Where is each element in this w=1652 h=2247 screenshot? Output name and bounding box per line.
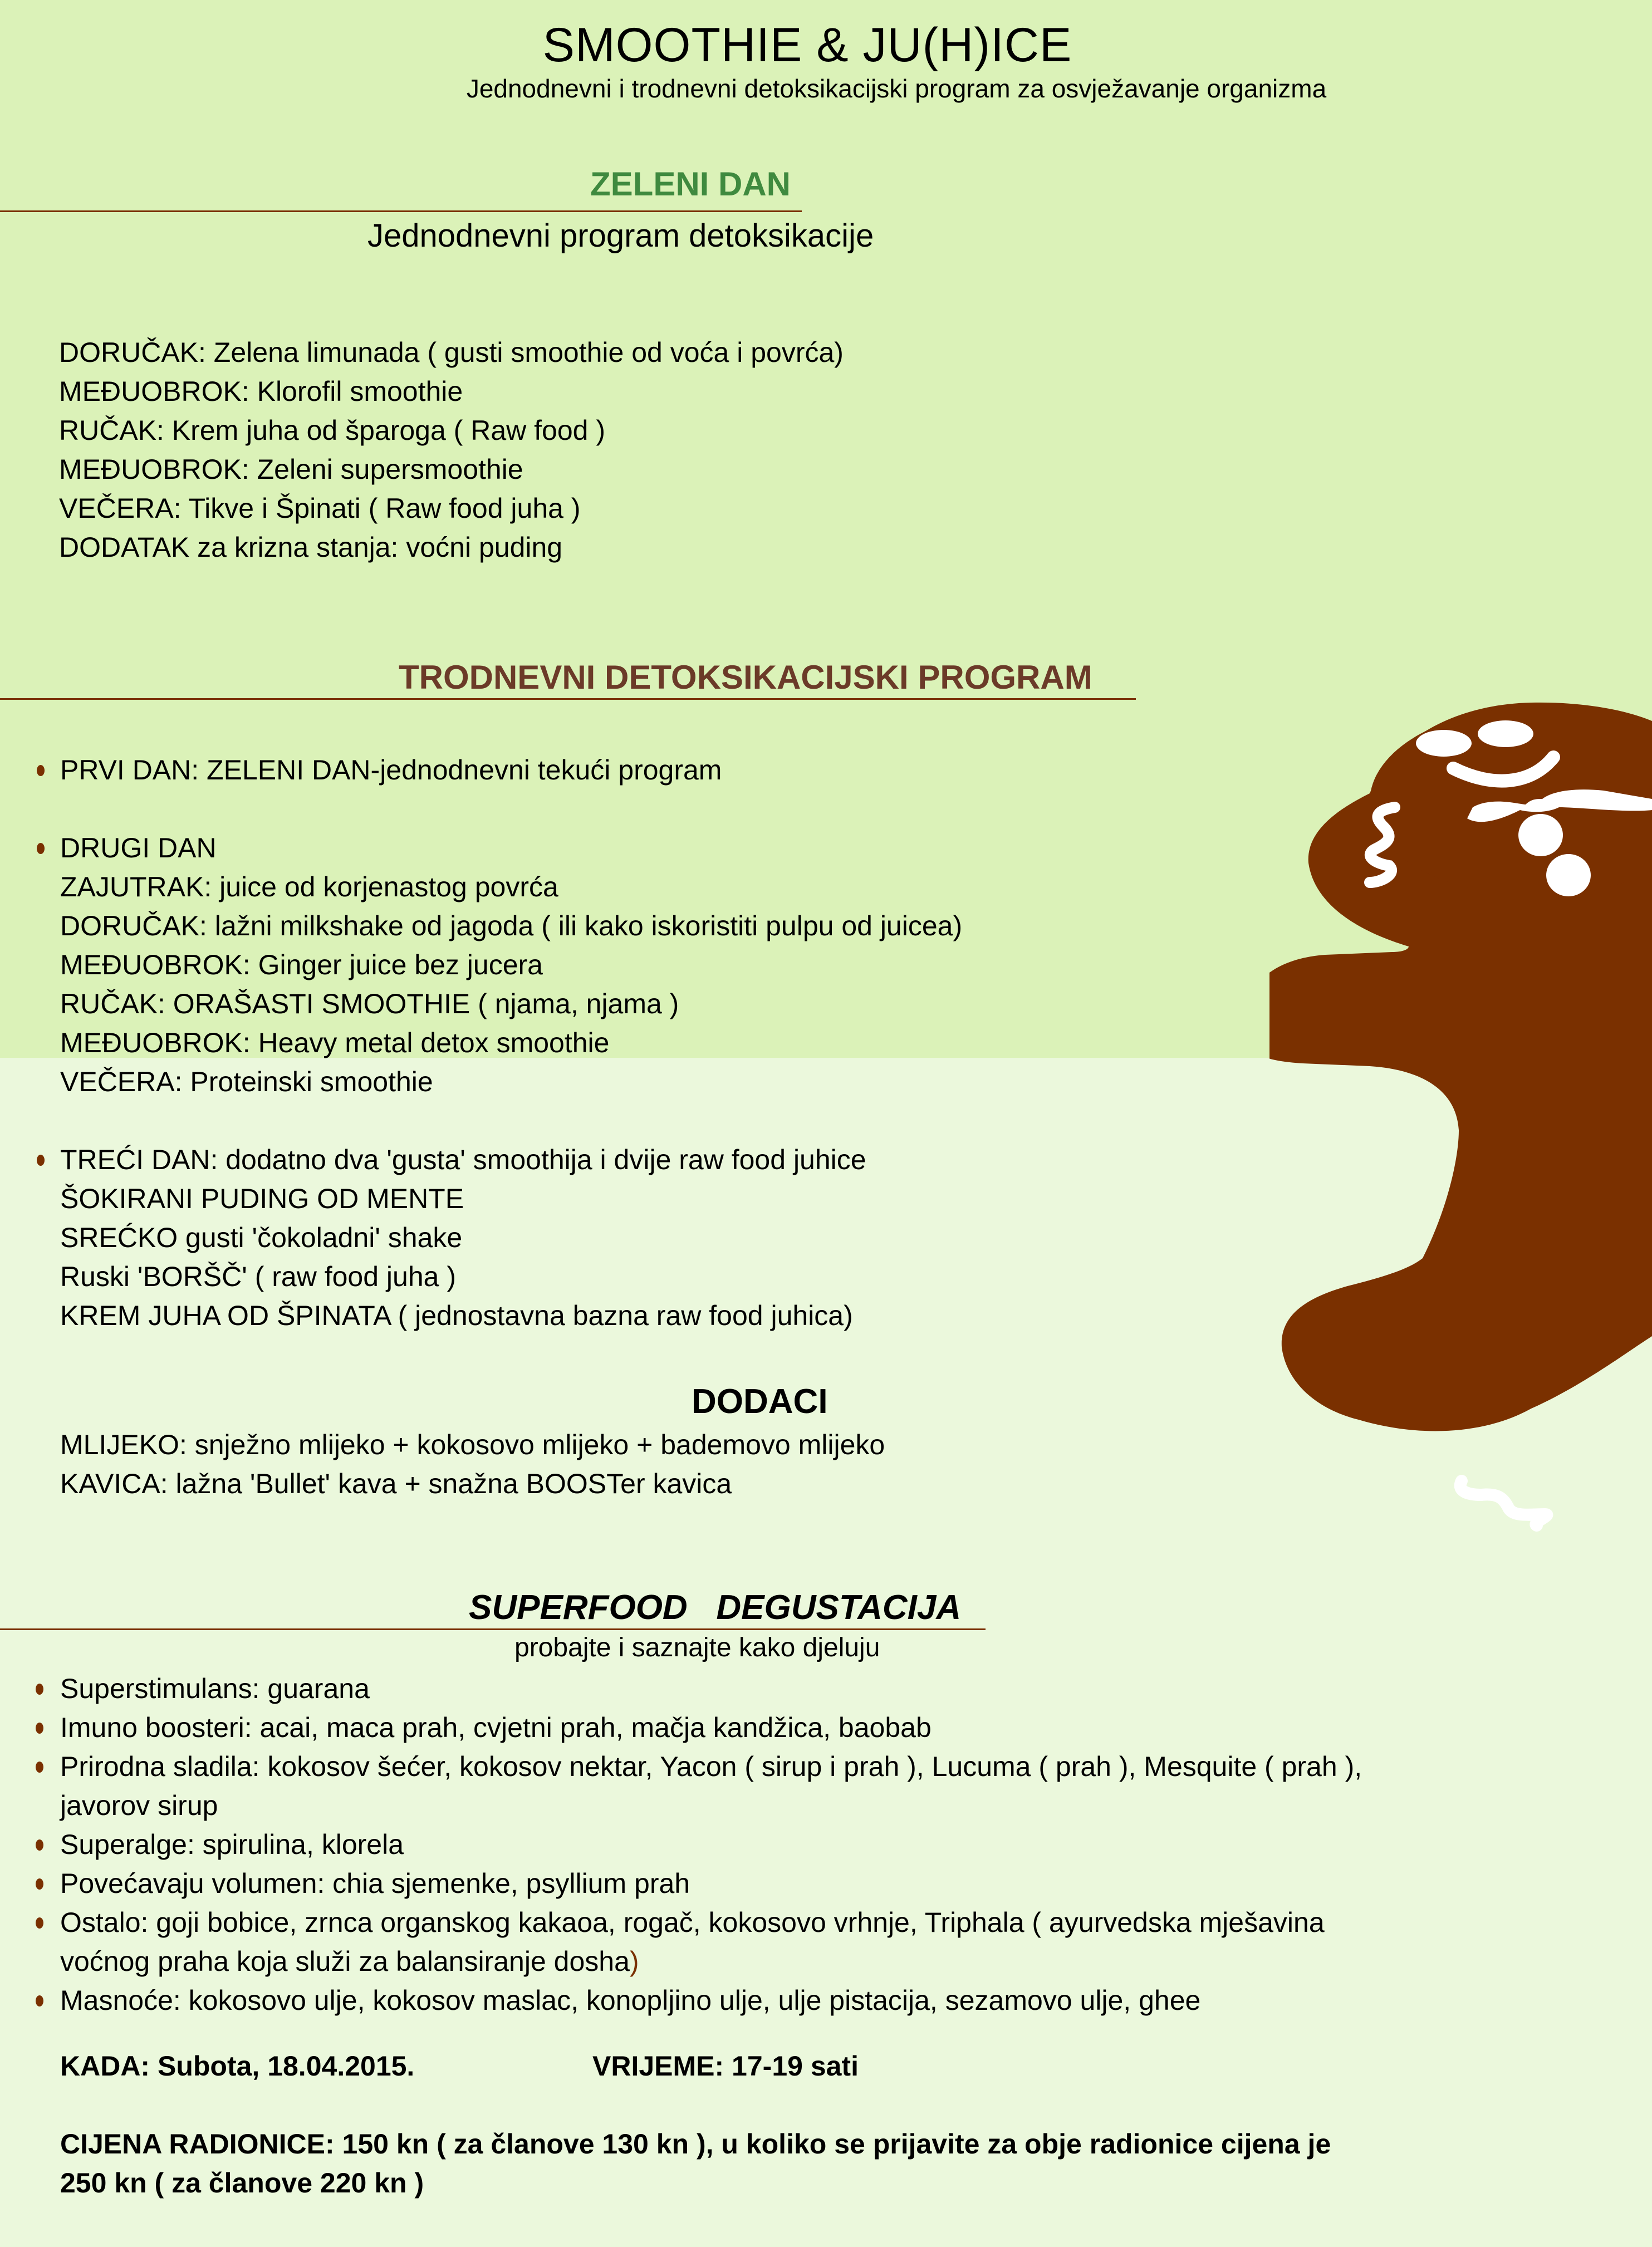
menu-item: MEĐUOBROK: Zeleni supersmoothie <box>59 454 523 485</box>
bullet-icon <box>36 1723 43 1734</box>
dodaci-item: KAVICA: lažna 'Bullet' kava + snažna BOOSTer kavica <box>60 1468 732 1499</box>
zeleni-dan-menu <box>59 333 844 567</box>
gingerbread-man-icon <box>1269 696 1652 1576</box>
price-line-1: CIJENA RADIONICE: 150 kn ( za članove 130 kn ), u koliko se prijavite za obje radionice cijena je <box>60 2128 1331 2160</box>
bullet-icon <box>37 843 45 854</box>
bullet-icon <box>37 765 45 776</box>
menu-item: ŠOKIRANI PUDING OD MENTE <box>60 1183 464 1214</box>
superfood-item: Superstimulans: guarana <box>60 1673 370 1704</box>
drugi-dan <box>60 828 962 1101</box>
menu-item: ZAJUTRAK: juice od korjenastog povrća <box>60 871 558 902</box>
event-price <box>60 2125 1331 2202</box>
zeleni-dan-heading: ZELENI DAN <box>590 165 791 203</box>
menu-item: DODATAK za krizna stanja: voćni puding <box>59 532 563 563</box>
menu-item: VEČERA: Tikve i Špinati ( Raw food juha ) <box>59 493 581 524</box>
menu-item: KREM JUHA OD ŠPINATA ( jednostavna bazna raw food juhica) <box>60 1300 853 1331</box>
superfood-list <box>60 1669 1362 2020</box>
menu-item: DORUČAK: lažni milkshake od jagoda ( ili kako iskoristiti pulpu od juicea) <box>60 910 963 941</box>
bullet-icon <box>37 1155 45 1166</box>
bullet-icon <box>36 1684 43 1695</box>
superfood-item-continued-text: voćnog praha koja služi za balansiranje dosha <box>60 1946 630 1977</box>
superfood-item: Masnoće: kokosovo ulje, kokosov maslac, konopljino ulje, ulje pistacija, sezamovo ulje, ghee <box>60 1985 1201 2016</box>
bullet-icon <box>36 1762 43 1773</box>
treci-dan <box>60 1140 866 1335</box>
bullet-icon <box>36 1995 43 2006</box>
prvi-dan-label: PRVI DAN: ZELENI DAN-jednodnevni tekući program <box>60 754 722 786</box>
dodaci-heading: DODACI <box>692 1382 828 1421</box>
menu-item: RUČAK: ORAŠASTI SMOOTHIE ( njama, njama ) <box>60 988 679 1019</box>
superfood-item: Imuno boosteri: acai, maca prah, cvjetni prah, mačja kandžica, baobab <box>60 1712 932 1743</box>
superfood-item: Ostalo: goji bobice, zrnca organskog kakaoa, rogač, kokosovo vrhnje, Triphala ( ayurvedska mješavina <box>60 1907 1325 1938</box>
page-subtitle: Jednodnevni i trodnevni detoksikacijski program za osvježavanje organizma <box>466 74 1327 103</box>
treci-dan-label: TREĆI DAN: dodatno dva 'gusta' smoothija i dvije raw food juhice <box>60 1144 866 1175</box>
menu-item: MEĐUOBROK: Ginger juice bez jucera <box>60 949 543 980</box>
superfood-heading <box>469 1588 961 1627</box>
superfood-subheading: probajte i saznajte kako djeluju <box>514 1633 880 1662</box>
menu-item: SREĆKO gusti 'čokoladni' shake <box>60 1222 463 1253</box>
drugi-dan-label: DRUGI DAN <box>60 832 217 864</box>
superfood-item: Superalge: spirulina, klorela <box>60 1829 404 1860</box>
superfood-item: Prirodna sladila: kokosov šećer, kokosov nektar, Yacon ( sirup i prah ), Lucuma ( prah ), Mesquite ( prah ), <box>60 1751 1362 1782</box>
page-title: SMOOTHIE & JU(H)ICE <box>542 18 1072 72</box>
bullet-icon <box>36 1917 43 1929</box>
menu-item: DORUČAK: Zelena limunada ( gusti smoothie od voća i povrća) <box>59 337 844 368</box>
dodaci-item: MLIJEKO: snježno mlijeko + kokosovo mlijeko + bademovo mlijeko <box>60 1429 885 1460</box>
superfood-heading-text: SUPERFOOD DEGUSTACIJA <box>469 1588 962 1627</box>
zeleni-dan-subheading: Jednodnevni program detoksikacije <box>367 218 874 254</box>
menu-item: VEČERA: Proteinski smoothie <box>60 1066 433 1097</box>
superfood-item: Povećavaju volumen: chia sjemenke, psyllium prah <box>60 1868 690 1899</box>
trodnevni-heading: TRODNEVNI DETOKSIKACIJSKI PROGRAM <box>399 659 1092 696</box>
closing-paren: ) <box>629 1946 639 1977</box>
price-line-2: 250 kn ( za članove 220 kn ) <box>60 2167 424 2199</box>
menu-item: MEĐUOBROK: Klorofil smoothie <box>59 376 463 407</box>
bullet-icon <box>36 1839 43 1851</box>
dodaci-list <box>60 1425 885 1503</box>
event-time: VRIJEME: 17-19 sati <box>592 2050 859 2082</box>
menu-item: MEĐUOBROK: Heavy metal detox smoothie <box>60 1027 610 1058</box>
event-date: KADA: Subota, 18.04.2015. <box>60 2050 415 2082</box>
zeleni-dan-rule <box>0 210 802 212</box>
superfood-item-continued <box>60 1942 1362 1981</box>
bullet-icon <box>36 1878 43 1890</box>
prvi-dan <box>60 750 722 789</box>
menu-item: RUČAK: Krem juha od šparoga ( Raw food ) <box>59 415 605 446</box>
trodnevni-rule <box>0 698 1136 700</box>
superfood-rule <box>0 1628 986 1630</box>
superfood-item-continued: javorov sirup <box>60 1790 218 1821</box>
menu-item: Ruski 'BORŠČ' ( raw food juha ) <box>60 1261 456 1292</box>
